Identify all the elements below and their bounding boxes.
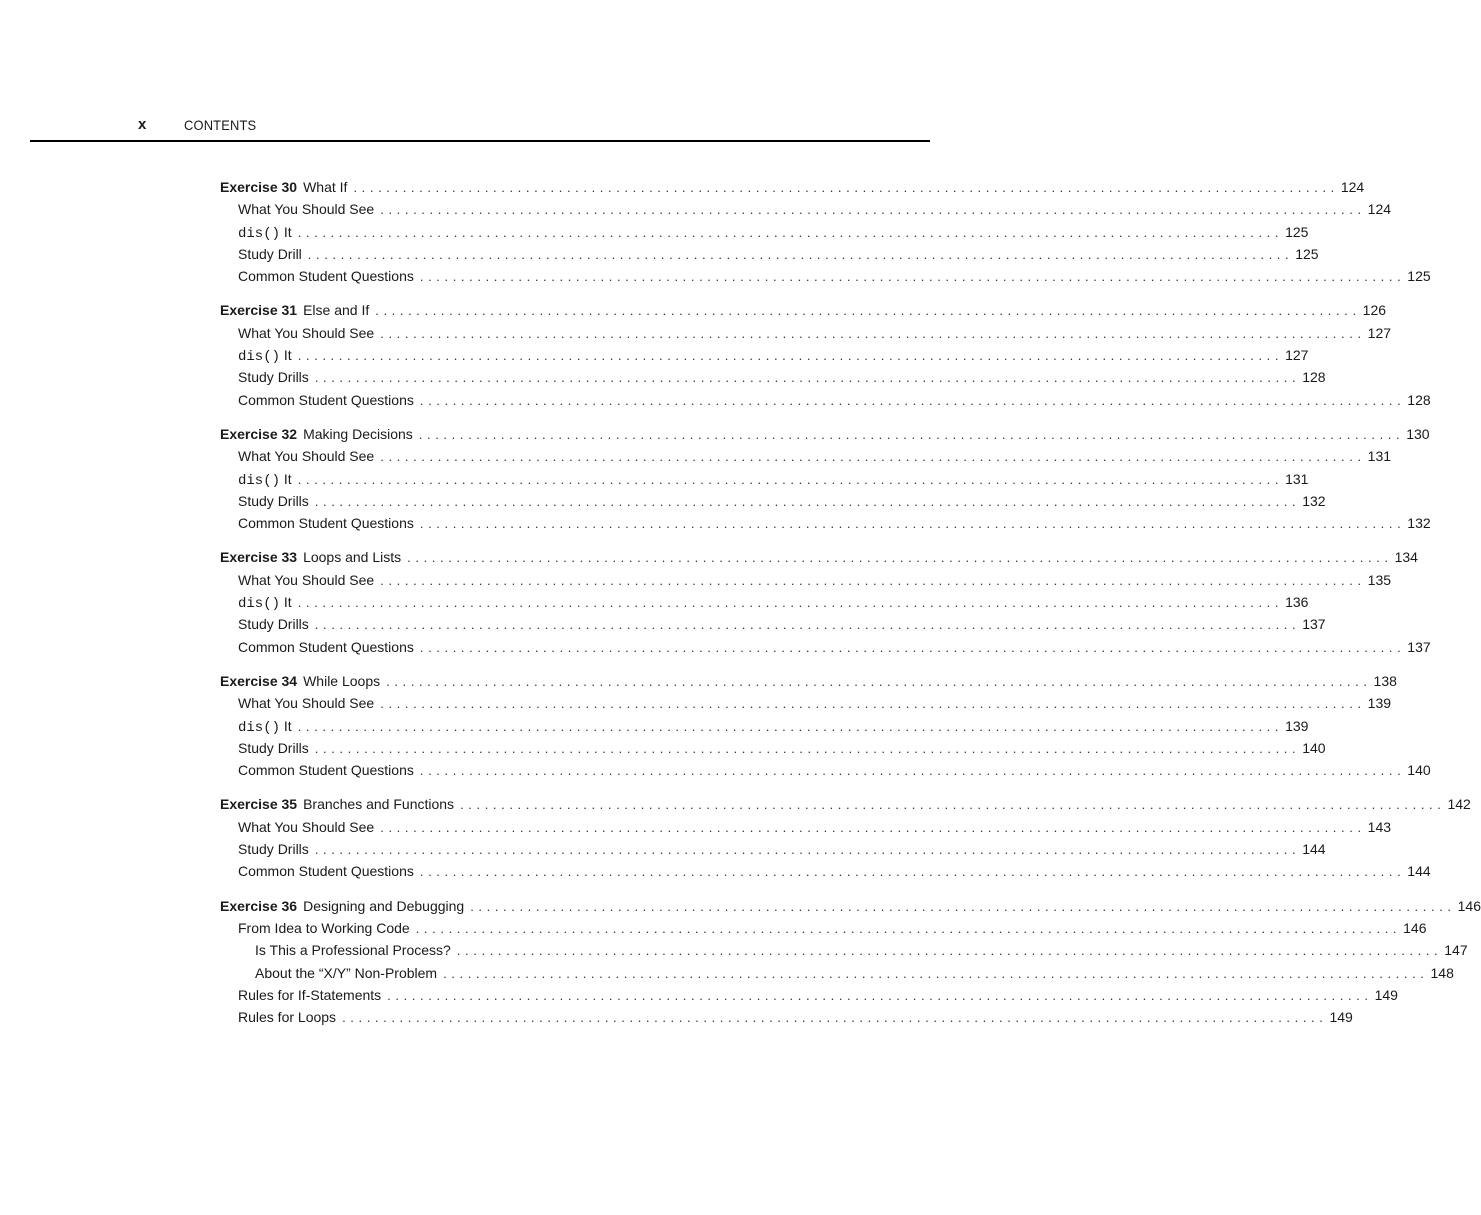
toc-entry-label <box>238 591 292 615</box>
toc-section-entry[interactable] <box>220 939 1468 961</box>
exercise-title: Else and If <box>303 302 370 319</box>
dot-leader: ........................................................................................................................ <box>380 449 1366 465</box>
page-ref: 127 <box>1285 347 1309 364</box>
section-title: Study Drills <box>238 841 309 858</box>
dot-leader: ........................................................................................................................ <box>470 898 1456 914</box>
page-ref: 142 <box>1447 796 1471 813</box>
page-ref: 135 <box>1367 571 1392 588</box>
page-ref: 143 <box>1367 818 1392 835</box>
toc-section-entry[interactable] <box>220 636 1431 658</box>
page-ref: 125 <box>1285 223 1309 240</box>
exercise-number: Exercise 36 <box>220 897 298 914</box>
toc-entry-label <box>238 445 374 467</box>
toc-entry-label <box>238 759 414 781</box>
toc-section-entry[interactable] <box>220 445 1392 467</box>
section-title: About the “X/Y” Non-Problem <box>255 964 438 981</box>
toc-entry-label <box>238 860 414 882</box>
toc-entry-label <box>238 816 374 838</box>
toc-entry-label <box>238 512 414 534</box>
section-title: What You Should See <box>238 571 375 588</box>
toc-section-entry[interactable] <box>220 265 1431 287</box>
toc-entry-label <box>220 423 413 445</box>
exercise-number: Exercise 35 <box>220 796 298 813</box>
toc-entry-label <box>238 468 292 492</box>
toc-entry-label <box>220 670 380 692</box>
page-number: x <box>138 116 147 133</box>
toc-entry-label <box>238 366 309 388</box>
toc-section-entry[interactable] <box>220 389 1431 411</box>
toc-entry-label <box>220 546 401 568</box>
page-ref: 124 <box>1340 179 1365 195</box>
toc-entry-label <box>238 344 292 368</box>
page-ref: 131 <box>1367 448 1392 465</box>
section-title: What You Should See <box>238 201 375 218</box>
toc-section-entry[interactable] <box>220 569 1392 591</box>
page-ref: 140 <box>1407 762 1431 779</box>
page-ref: 148 <box>1430 964 1454 981</box>
exercise-title: What If <box>303 179 348 195</box>
toc-entry-label <box>238 389 414 411</box>
page-ref: 126 <box>1362 302 1387 319</box>
dot-leader: ........................................................................................................................ <box>460 797 1446 813</box>
page-ref: 132 <box>1407 515 1431 532</box>
toc-section-entry[interactable] <box>220 198 1392 220</box>
section-title: Common Student Questions <box>238 762 414 779</box>
dot-leader: ........................................................................................................................ <box>297 224 1284 240</box>
dot-leader: ........................................................................................................................ <box>380 572 1366 588</box>
page-ref: 137 <box>1302 616 1326 633</box>
section-title: What You Should See <box>238 818 375 835</box>
toc-section-entry[interactable] <box>220 759 1431 781</box>
toc-entry-label <box>238 838 309 860</box>
section-title: Study Drill <box>238 245 302 262</box>
dot-leader: ........................................................................................................................ <box>297 595 1284 611</box>
page-ref: 130 <box>1406 425 1430 442</box>
section-title: Common Student Questions <box>238 515 414 532</box>
exercise-title: Loops and Lists <box>303 549 402 566</box>
exercise-number: Exercise 32 <box>220 425 298 442</box>
toc-entry-label <box>238 265 414 287</box>
section-title: Common Student Questions <box>238 638 414 655</box>
section-title: Study Drills <box>238 616 309 633</box>
dot-leader: ........................................................................................................................ <box>407 550 1393 566</box>
toc-entry-label <box>220 793 454 815</box>
exercise-title: Designing and Debugging <box>303 897 465 914</box>
toc-section-entry[interactable] <box>220 591 1309 613</box>
page-ref: 128 <box>1302 369 1326 386</box>
exercise-number: Exercise 33 <box>220 549 298 566</box>
page-ref: 144 <box>1407 863 1431 880</box>
page-header <box>0 0 960 142</box>
toc-section-entry[interactable] <box>220 613 1326 635</box>
exercise-title: Making Decisions <box>303 425 413 442</box>
dot-leader: ........................................................................................................................ <box>387 987 1373 1003</box>
dot-leader: ........................................................................................................................ <box>342 1010 1328 1026</box>
toc-entry-label <box>238 917 410 939</box>
section-title: Study Drills <box>238 739 309 756</box>
toc-entry-label <box>255 962 437 984</box>
toc-entry-label <box>238 198 374 220</box>
dot-leader: ........................................................................................................................ <box>419 639 1406 655</box>
dot-leader: ........................................................................................................................ <box>314 617 1301 633</box>
toc-entry-label <box>220 895 464 917</box>
toc-section-entry[interactable] <box>220 468 1309 490</box>
toc-exercise-group <box>220 423 1431 534</box>
toc-section-entry[interactable] <box>220 692 1392 714</box>
section-title: Rules for If-Statements <box>238 986 382 1003</box>
page-ref: 125 <box>1407 268 1431 285</box>
section-title: It <box>280 347 292 364</box>
toc-entry-label <box>220 176 347 198</box>
toc-section-entry[interactable] <box>220 816 1392 838</box>
dot-leader: ........................................................................................................................ <box>297 471 1284 487</box>
page-ref: 139 <box>1285 717 1309 734</box>
toc-section-entry[interactable] <box>220 737 1326 759</box>
dot-leader: ........................................................................................................................ <box>419 763 1406 779</box>
toc-entry-label <box>238 613 309 635</box>
dot-leader: ........................................................................................................................ <box>353 180 1339 195</box>
page-ref: 146 <box>1403 919 1427 936</box>
dot-leader: ........................................................................................................................ <box>418 426 1405 442</box>
running-head: CONTENTS <box>184 117 257 133</box>
toc-entry-label <box>220 299 369 321</box>
toc-section-entry[interactable] <box>220 490 1326 512</box>
toc-entry-label <box>238 243 302 265</box>
dot-leader: ........................................................................................................................ <box>314 740 1301 756</box>
dot-leader: ........................................................................................................................ <box>380 325 1366 341</box>
dot-leader: ........................................................................................................................ <box>314 370 1301 386</box>
page-ref: 136 <box>1285 594 1309 611</box>
dot-leader: ........................................................................................................................ <box>443 965 1429 981</box>
table-of-contents <box>220 176 1481 1040</box>
code-text: dis() <box>238 596 281 613</box>
page-ref: 140 <box>1302 739 1326 756</box>
toc-exercise-group <box>220 895 1481 1029</box>
header-rule <box>30 140 930 142</box>
page-ref: 124 <box>1367 201 1392 218</box>
page-ref: 134 <box>1394 549 1418 566</box>
toc-entry-label <box>238 715 292 739</box>
dot-leader: ........................................................................................................................ <box>386 673 1372 689</box>
exercise-title: While Loops <box>303 672 381 689</box>
code-text: dis() <box>238 472 281 489</box>
toc-entry-label <box>238 569 374 591</box>
toc-exercise-group <box>220 176 1431 287</box>
toc-exercise-entry[interactable] <box>220 895 1481 917</box>
toc-entry-label <box>238 1006 336 1028</box>
dot-leader: ........................................................................................................................ <box>297 348 1284 364</box>
toc-section-entry[interactable] <box>220 860 1431 882</box>
toc-entry-label <box>238 221 292 245</box>
toc-exercise-group <box>220 670 1431 781</box>
page-ref: 147 <box>1444 942 1468 959</box>
section-title: Common Student Questions <box>238 268 414 285</box>
toc-section-entry[interactable] <box>220 715 1309 737</box>
toc-exercise-group <box>220 793 1471 882</box>
toc-entry-label <box>238 692 374 714</box>
page-ref: 132 <box>1302 492 1326 509</box>
exercise-number: Exercise 30 <box>220 179 298 195</box>
dot-leader: ........................................................................................................................ <box>380 202 1366 218</box>
toc-section-entry[interactable] <box>220 1006 1353 1028</box>
toc-entry-label <box>238 322 374 344</box>
page-ref: 137 <box>1407 638 1431 655</box>
toc-section-entry[interactable] <box>220 917 1427 939</box>
toc-entry-label <box>238 737 309 759</box>
code-text: dis() <box>238 349 281 366</box>
page-ref: 131 <box>1285 470 1309 487</box>
code-text: dis() <box>238 719 281 736</box>
code-text: dis() <box>238 225 281 242</box>
page-ref: 138 <box>1373 672 1397 689</box>
exercise-number: Exercise 34 <box>220 672 298 689</box>
toc-section-entry[interactable] <box>220 366 1326 388</box>
toc-section-entry[interactable] <box>220 962 1454 984</box>
page-ref: 128 <box>1407 391 1431 408</box>
dot-leader: ........................................................................................................................ <box>456 943 1443 959</box>
toc-exercise-entry[interactable] <box>220 176 1365 198</box>
page-ref: 146 <box>1457 897 1481 914</box>
toc-exercise-entry[interactable] <box>220 670 1397 692</box>
section-title: What You Should See <box>238 695 375 712</box>
toc-exercise-entry[interactable] <box>220 793 1471 815</box>
toc-exercise-group <box>220 546 1431 657</box>
page-ref: 125 <box>1295 245 1319 262</box>
toc-section-entry[interactable] <box>220 984 1398 1006</box>
page-ref: 139 <box>1367 695 1392 712</box>
dot-leader: ........................................................................................................................ <box>380 819 1366 835</box>
section-title: It <box>280 594 292 611</box>
dot-leader: ........................................................................................................................ <box>375 303 1361 319</box>
dot-leader: ........................................................................................................................ <box>297 718 1284 734</box>
toc-entry-label <box>255 939 451 961</box>
dot-leader: ........................................................................................................................ <box>314 842 1301 858</box>
toc-exercise-entry[interactable] <box>220 423 1430 445</box>
toc-section-entry[interactable] <box>220 221 1309 243</box>
toc-entry-label <box>238 490 309 512</box>
toc-section-entry[interactable] <box>220 243 1319 265</box>
section-title: Study Drills <box>238 492 309 509</box>
exercise-number: Exercise 31 <box>220 302 298 319</box>
dot-leader: ........................................................................................................................ <box>415 920 1402 936</box>
exercise-title: Branches and Functions <box>303 796 455 813</box>
toc-section-entry[interactable] <box>220 838 1326 860</box>
dot-leader: ........................................................................................................................ <box>419 269 1406 285</box>
toc-exercise-group <box>220 299 1431 410</box>
section-title: It <box>280 223 292 240</box>
page-ref: 144 <box>1302 841 1326 858</box>
page-ref: 149 <box>1374 986 1398 1003</box>
dot-leader: ........................................................................................................................ <box>307 246 1294 262</box>
dot-leader: ........................................................................................................................ <box>419 392 1406 408</box>
page-ref: 149 <box>1329 1009 1353 1026</box>
toc-exercise-entry[interactable] <box>220 299 1387 321</box>
section-title: What You Should See <box>238 324 375 341</box>
section-title: Common Student Questions <box>238 863 414 880</box>
toc-entry-label <box>238 984 381 1006</box>
section-title: Rules for Loops <box>238 1009 337 1026</box>
toc-entry-label <box>238 636 414 658</box>
dot-leader: ........................................................................................................................ <box>380 696 1366 712</box>
section-title: It <box>280 717 292 734</box>
section-title: From Idea to Working Code <box>238 919 410 936</box>
dot-leader: ........................................................................................................................ <box>419 516 1406 532</box>
section-title: Is This a Professional Process? <box>255 942 451 959</box>
section-title: Common Student Questions <box>238 391 414 408</box>
toc-section-entry[interactable] <box>220 512 1431 534</box>
toc-section-entry[interactable] <box>220 322 1392 344</box>
section-title: Study Drills <box>238 369 309 386</box>
dot-leader: ........................................................................................................................ <box>419 864 1406 880</box>
section-title: It <box>280 470 292 487</box>
section-title: What You Should See <box>238 448 375 465</box>
dot-leader: ........................................................................................................................ <box>314 493 1301 509</box>
toc-section-entry[interactable] <box>220 344 1309 366</box>
page-ref: 127 <box>1367 324 1392 341</box>
toc-exercise-entry[interactable] <box>220 546 1418 568</box>
